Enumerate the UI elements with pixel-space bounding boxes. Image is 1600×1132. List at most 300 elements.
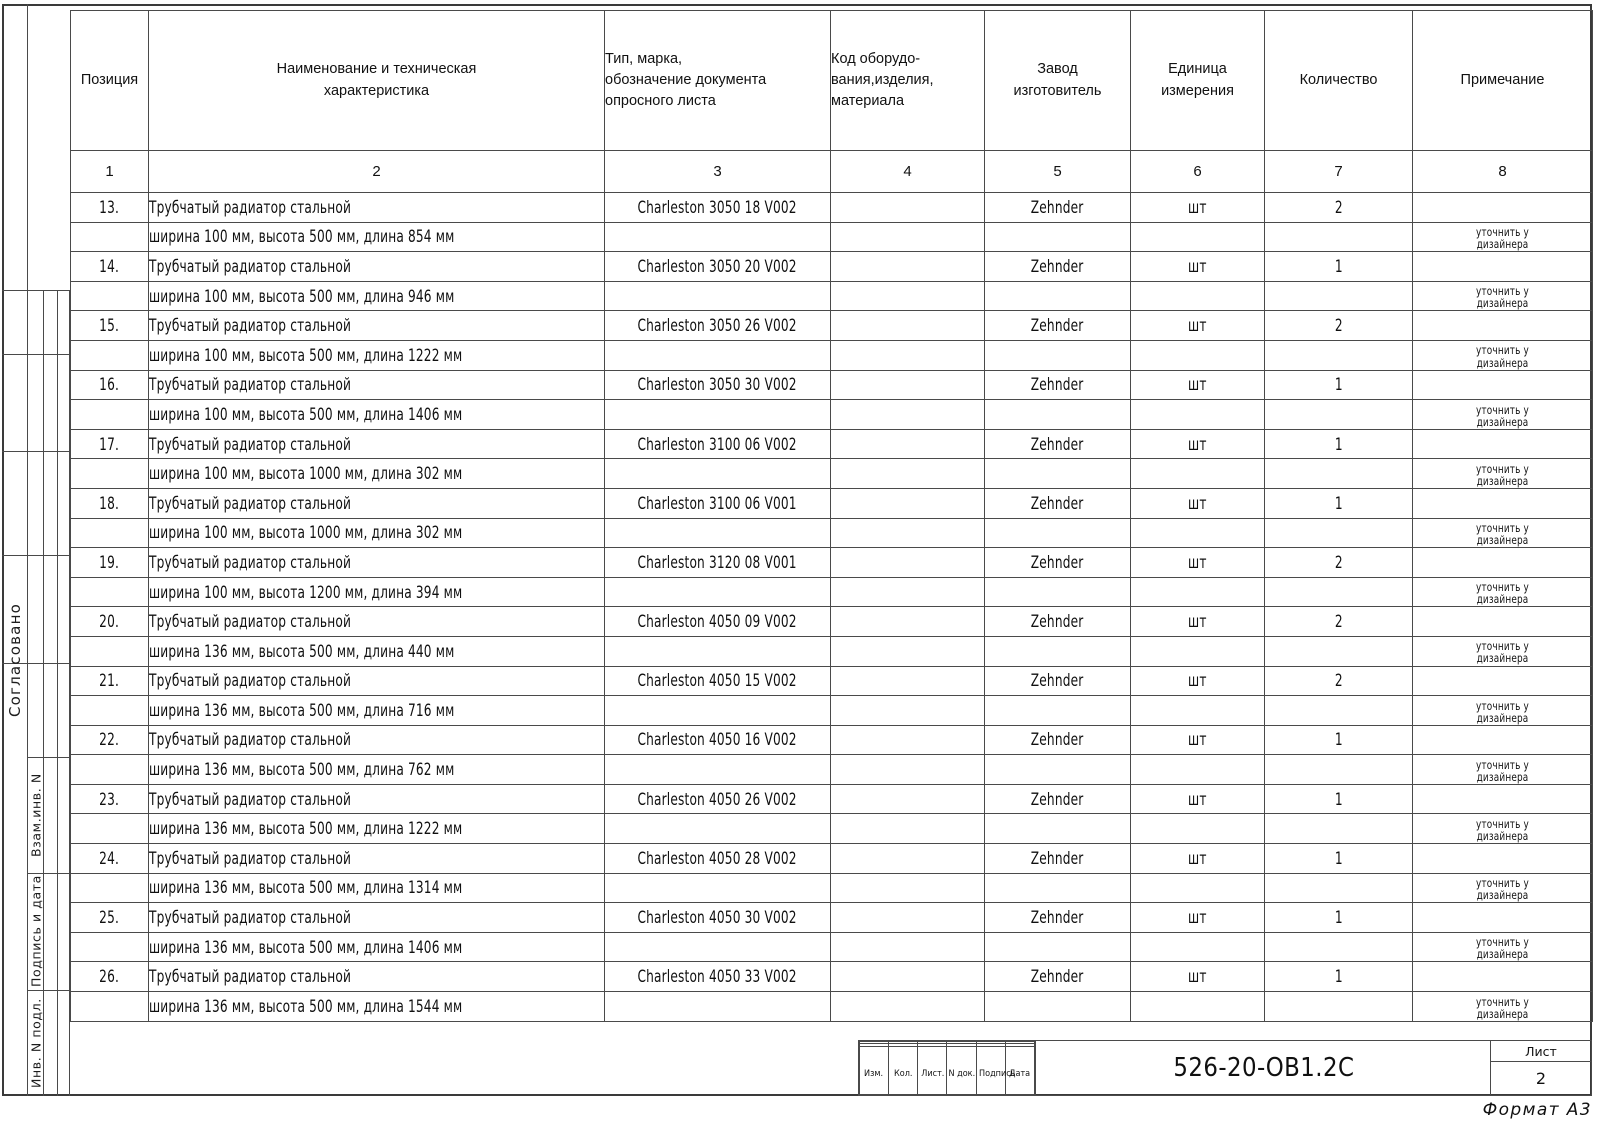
remark-note bbox=[1413, 404, 1592, 429]
remark-note-line-2: дизайнера bbox=[1476, 414, 1529, 429]
cell-position bbox=[71, 607, 149, 637]
cell-quantity-text: 2 bbox=[1334, 552, 1343, 572]
cell-code bbox=[831, 370, 985, 400]
cell-manufacturer bbox=[985, 488, 1131, 518]
side-label-soglasovano: Согласовано bbox=[6, 603, 24, 717]
cell-dimensions-text: ширина 136 мм, высота 500 мм, длина 716 мм bbox=[149, 700, 455, 720]
cell-remark-note bbox=[1413, 636, 1593, 666]
table-row bbox=[71, 666, 1593, 696]
cell-type-text: Charleston 4050 28 V002 bbox=[637, 848, 798, 868]
sheet-number: 2 bbox=[1535, 1069, 1547, 1088]
remark-note-line-2: дизайнера bbox=[1476, 355, 1529, 370]
cell-remark bbox=[1413, 784, 1593, 814]
cell-quantity bbox=[1265, 518, 1413, 548]
cell-manufacturer bbox=[985, 755, 1131, 785]
cell-manufacturer-text: Zehnder bbox=[1031, 908, 1084, 928]
cell-position bbox=[71, 548, 149, 578]
cell-manufacturer-text: Zehnder bbox=[1031, 612, 1084, 632]
cell-position-text: 15. bbox=[99, 316, 120, 336]
cell-type bbox=[605, 903, 831, 933]
tb-label-list bbox=[918, 1046, 947, 1094]
table-row-spec bbox=[71, 814, 1593, 844]
cell-name bbox=[149, 370, 605, 400]
cell-type bbox=[605, 281, 831, 311]
cell-code bbox=[831, 193, 985, 223]
cell-quantity-text: 1 bbox=[1334, 493, 1343, 513]
cell-position bbox=[71, 903, 149, 933]
table-row-spec bbox=[71, 518, 1593, 548]
table-column-number-row bbox=[71, 151, 1593, 193]
col-header-type-line-2: обозначение документа bbox=[605, 71, 767, 88]
cell-type bbox=[605, 725, 831, 755]
cell-manufacturer bbox=[985, 252, 1131, 282]
cell-remark bbox=[1413, 903, 1593, 933]
side-stamp-divider bbox=[2, 290, 70, 291]
remark-note bbox=[1413, 936, 1592, 961]
cell-manufacturer bbox=[985, 962, 1131, 992]
remark-note-line-2: дизайнера bbox=[1476, 947, 1529, 962]
cell-unit bbox=[1131, 429, 1265, 459]
cell-code bbox=[831, 725, 985, 755]
cell-position bbox=[71, 636, 149, 666]
remark-note-line-1: уточнить у bbox=[1476, 935, 1529, 950]
cell-type-text: Charleston 3050 26 V002 bbox=[637, 316, 798, 336]
cell-quantity-text: 1 bbox=[1334, 789, 1343, 809]
cell-manufacturer-text: Zehnder bbox=[1031, 256, 1084, 276]
title-block-label-row bbox=[860, 1046, 1035, 1094]
cell-name-text: Трубчатый радиатор стальной bbox=[149, 908, 352, 928]
cell-position-text: 19. bbox=[99, 552, 120, 572]
cell-dimensions-text: ширина 100 мм, высота 500 мм, длина 854 мм bbox=[149, 227, 455, 247]
cell-type bbox=[605, 873, 831, 903]
cell-type bbox=[605, 962, 831, 992]
cell-position-text: 26. bbox=[99, 967, 120, 987]
cell-position-text: 20. bbox=[99, 612, 120, 632]
remark-note-line-2: дизайнера bbox=[1476, 473, 1529, 488]
cell-quantity bbox=[1265, 666, 1413, 696]
cell-manufacturer bbox=[985, 666, 1131, 696]
remark-note bbox=[1413, 344, 1592, 369]
cell-manufacturer bbox=[985, 844, 1131, 874]
cell-type bbox=[605, 548, 831, 578]
cell-quantity bbox=[1265, 281, 1413, 311]
cell-unit bbox=[1131, 755, 1265, 785]
cell-remark-note bbox=[1413, 518, 1593, 548]
cell-position-text: 21. bbox=[99, 671, 120, 691]
col-header-type-line-3: опросного листа bbox=[605, 93, 716, 109]
side-stamp-divider bbox=[2, 354, 70, 355]
remark-note-line-1: уточнить у bbox=[1476, 521, 1529, 535]
col-header-name-line-2: характеристика bbox=[323, 82, 430, 99]
cell-remark-note bbox=[1413, 992, 1593, 1022]
cell-type bbox=[605, 252, 831, 282]
cell-quantity bbox=[1265, 370, 1413, 400]
remark-note-line-2: дизайнера bbox=[1476, 592, 1529, 607]
cell-position bbox=[71, 370, 149, 400]
side-label-podpis-data: Подпись и дата bbox=[28, 875, 44, 988]
cell-dimensions bbox=[149, 459, 605, 489]
table-row-spec bbox=[71, 459, 1593, 489]
cell-quantity bbox=[1265, 607, 1413, 637]
cell-manufacturer-text: Zehnder bbox=[1031, 671, 1084, 691]
cell-dimensions bbox=[149, 222, 605, 252]
cell-code bbox=[831, 518, 985, 548]
cell-quantity-text: 2 bbox=[1334, 612, 1343, 632]
cell-unit-text: шт bbox=[1188, 908, 1207, 928]
cell-code bbox=[831, 459, 985, 489]
tb-label-text: N док. bbox=[948, 1068, 976, 1079]
cell-dimensions bbox=[149, 814, 605, 844]
table-row-spec bbox=[71, 400, 1593, 430]
cell-name-text: Трубчатый радиатор стальной bbox=[149, 612, 352, 632]
side-stamp-col-1 bbox=[2, 4, 28, 1096]
table-row bbox=[71, 488, 1593, 518]
cell-position bbox=[71, 459, 149, 489]
cell-manufacturer bbox=[985, 903, 1131, 933]
side-stamp-col-3 bbox=[44, 290, 58, 1096]
col-number-8: 8 bbox=[1413, 151, 1593, 193]
cell-manufacturer bbox=[985, 577, 1131, 607]
cell-type bbox=[605, 429, 831, 459]
cell-manufacturer bbox=[985, 636, 1131, 666]
cell-unit bbox=[1131, 252, 1265, 282]
remark-note-line-2: дизайнера bbox=[1476, 829, 1529, 843]
cell-position bbox=[71, 992, 149, 1022]
cell-dimensions bbox=[149, 518, 605, 548]
cell-code bbox=[831, 340, 985, 370]
cell-dimensions bbox=[149, 873, 605, 903]
cell-unit bbox=[1131, 607, 1265, 637]
cell-code bbox=[831, 311, 985, 341]
cell-position bbox=[71, 844, 149, 874]
remark-note bbox=[1413, 640, 1592, 665]
cell-unit-text: шт bbox=[1188, 612, 1207, 632]
cell-unit bbox=[1131, 488, 1265, 518]
cell-position-text: 25. bbox=[99, 908, 120, 928]
cell-quantity bbox=[1265, 844, 1413, 874]
cell-quantity-text: 1 bbox=[1334, 375, 1343, 395]
table-row-spec bbox=[71, 636, 1593, 666]
cell-name-text: Трубчатый радиатор стальной bbox=[149, 671, 352, 691]
cell-code bbox=[831, 784, 985, 814]
cell-code bbox=[831, 400, 985, 430]
side-stamp bbox=[2, 4, 70, 1096]
remark-note bbox=[1413, 581, 1592, 606]
col-number-5: 5 bbox=[985, 151, 1131, 193]
table-row bbox=[71, 311, 1593, 341]
col-header-remark-line-1: Примечание bbox=[1460, 71, 1545, 88]
col-header-type-line-1: Тип, марка, bbox=[605, 50, 683, 67]
cell-type bbox=[605, 311, 831, 341]
table-row-spec bbox=[71, 992, 1593, 1022]
cell-type bbox=[605, 488, 831, 518]
cell-name-text: Трубчатый радиатор стальной bbox=[149, 789, 352, 809]
cell-unit-text: шт bbox=[1188, 197, 1207, 217]
cell-manufacturer-text: Zehnder bbox=[1031, 316, 1084, 336]
cell-manufacturer bbox=[985, 725, 1131, 755]
cell-name bbox=[149, 429, 605, 459]
cell-unit bbox=[1131, 193, 1265, 223]
cell-code bbox=[831, 222, 985, 252]
cell-type-text: Charleston 3120 08 V001 bbox=[637, 552, 798, 572]
cell-unit bbox=[1131, 962, 1265, 992]
cell-type-text: Charleston 3100 06 V002 bbox=[637, 434, 798, 454]
cell-quantity bbox=[1265, 873, 1413, 903]
cell-remark bbox=[1413, 666, 1593, 696]
cell-type-text: Charleston 3050 20 V002 bbox=[637, 256, 798, 276]
cell-unit-text: шт bbox=[1188, 375, 1207, 395]
cell-quantity-text: 1 bbox=[1334, 256, 1343, 276]
cell-code bbox=[831, 903, 985, 933]
table-row-spec bbox=[71, 222, 1593, 252]
cell-remark-note bbox=[1413, 814, 1593, 844]
col-header-position bbox=[71, 11, 149, 151]
cell-type bbox=[605, 696, 831, 726]
cell-position bbox=[71, 932, 149, 962]
cell-manufacturer bbox=[985, 400, 1131, 430]
cell-dimensions bbox=[149, 755, 605, 785]
col-number-2: 2 bbox=[149, 151, 605, 193]
cell-position bbox=[71, 193, 149, 223]
cell-remark-note bbox=[1413, 696, 1593, 726]
cell-quantity bbox=[1265, 814, 1413, 844]
side-stamp-col-4 bbox=[58, 290, 70, 1096]
col-header-name-line-1: Наименование и техническая bbox=[276, 61, 477, 78]
cell-name-text: Трубчатый радиатор стальной bbox=[149, 256, 352, 276]
remark-note-line-1: уточнить у bbox=[1476, 757, 1529, 772]
col-header-code-line-1: Код оборудо- bbox=[831, 50, 921, 67]
cell-dimensions-text: ширина 100 мм, высота 500 мм, длина 1406 мм bbox=[149, 404, 463, 424]
cell-quantity-text: 1 bbox=[1334, 848, 1343, 868]
table-row bbox=[71, 370, 1593, 400]
remark-note-line-1: уточнить у bbox=[1476, 639, 1529, 654]
table-row bbox=[71, 903, 1593, 933]
cell-name bbox=[149, 844, 605, 874]
cell-type-text: Charleston 3050 18 V002 bbox=[637, 197, 798, 217]
cell-name bbox=[149, 962, 605, 992]
cell-code bbox=[831, 607, 985, 637]
remark-note-line-2: дизайнера bbox=[1476, 1006, 1529, 1021]
cell-unit bbox=[1131, 844, 1265, 874]
cell-manufacturer bbox=[985, 607, 1131, 637]
cell-unit-text: шт bbox=[1188, 493, 1207, 513]
cell-dimensions bbox=[149, 577, 605, 607]
cell-quantity bbox=[1265, 636, 1413, 666]
remark-note bbox=[1413, 463, 1592, 488]
remark-note-line-2: дизайнера bbox=[1476, 710, 1529, 725]
document-code-text: 526-20-ОВ1.2С bbox=[1172, 1053, 1355, 1083]
table-row-spec bbox=[71, 281, 1593, 311]
cell-position bbox=[71, 311, 149, 341]
cell-quantity bbox=[1265, 311, 1413, 341]
cell-position-text: 23. bbox=[99, 789, 120, 809]
cell-remark bbox=[1413, 252, 1593, 282]
table-row bbox=[71, 962, 1593, 992]
cell-type bbox=[605, 193, 831, 223]
cell-code bbox=[831, 281, 985, 311]
cell-unit-text: шт bbox=[1188, 552, 1207, 572]
cell-remark-note bbox=[1413, 755, 1593, 785]
cell-manufacturer-text: Zehnder bbox=[1031, 848, 1084, 868]
tb-label-podpis bbox=[976, 1046, 1016, 1094]
cell-dimensions bbox=[149, 932, 605, 962]
cell-name bbox=[149, 488, 605, 518]
cell-name-text: Трубчатый радиатор стальной bbox=[149, 493, 352, 513]
cell-manufacturer bbox=[985, 873, 1131, 903]
cell-name-text: Трубчатый радиатор стальной bbox=[149, 434, 352, 454]
cell-type bbox=[605, 666, 831, 696]
table-row-spec bbox=[71, 873, 1593, 903]
cell-dimensions-text: ширина 136 мм, высота 500 мм, длина 1544 мм bbox=[149, 996, 463, 1016]
table-row bbox=[71, 252, 1593, 282]
cell-unit bbox=[1131, 636, 1265, 666]
sheet-number-field bbox=[1490, 1041, 1591, 1095]
remark-note bbox=[1413, 759, 1592, 784]
cell-dimensions-text: ширина 136 мм, высота 500 мм, длина 762 мм bbox=[149, 760, 455, 780]
cell-manufacturer bbox=[985, 814, 1131, 844]
cell-manufacturer-text: Zehnder bbox=[1031, 197, 1084, 217]
table-row-spec bbox=[71, 755, 1593, 785]
cell-quantity-text: 1 bbox=[1334, 434, 1343, 454]
col-number-7: 7 bbox=[1265, 151, 1413, 193]
cell-remark-note bbox=[1413, 281, 1593, 311]
cell-unit bbox=[1131, 577, 1265, 607]
cell-type bbox=[605, 636, 831, 666]
cell-position bbox=[71, 340, 149, 370]
cell-manufacturer bbox=[985, 459, 1131, 489]
col-header-code bbox=[831, 11, 985, 151]
cell-name bbox=[149, 252, 605, 282]
cell-type-text: Charleston 4050 15 V002 bbox=[637, 671, 798, 691]
cell-name bbox=[149, 784, 605, 814]
cell-dimensions bbox=[149, 340, 605, 370]
cell-type bbox=[605, 400, 831, 430]
cell-code bbox=[831, 636, 985, 666]
remark-note-line-2: дизайнера bbox=[1476, 533, 1529, 548]
cell-manufacturer-text: Zehnder bbox=[1031, 434, 1084, 454]
col-header-quantity bbox=[1265, 11, 1413, 151]
cell-manufacturer-text: Zehnder bbox=[1031, 967, 1084, 987]
cell-quantity bbox=[1265, 193, 1413, 223]
cell-manufacturer bbox=[985, 429, 1131, 459]
col-number-1: 1 bbox=[71, 151, 149, 193]
cell-unit bbox=[1131, 696, 1265, 726]
cell-unit bbox=[1131, 281, 1265, 311]
cell-quantity-text: 2 bbox=[1334, 671, 1343, 691]
col-header-type bbox=[605, 11, 831, 151]
cell-remark bbox=[1413, 488, 1593, 518]
cell-quantity-text: 2 bbox=[1334, 316, 1343, 336]
tb-label-text: Лист. bbox=[920, 1068, 944, 1079]
cell-code bbox=[831, 814, 985, 844]
cell-code bbox=[831, 666, 985, 696]
cell-position bbox=[71, 814, 149, 844]
cell-remark-note bbox=[1413, 222, 1593, 252]
document-code-field bbox=[1035, 1041, 1491, 1095]
tb-label-kol bbox=[889, 1046, 918, 1094]
cell-type-text: Charleston 4050 09 V002 bbox=[637, 612, 798, 632]
cell-quantity bbox=[1265, 962, 1413, 992]
cell-quantity bbox=[1265, 429, 1413, 459]
tb-label-text: Изм. bbox=[864, 1068, 884, 1079]
cell-code bbox=[831, 844, 985, 874]
remark-note-line-1: уточнить у bbox=[1476, 876, 1529, 891]
side-label-inv-podl: Инв. N подл. bbox=[28, 998, 44, 1088]
remark-note bbox=[1413, 285, 1592, 310]
table-row-spec bbox=[71, 932, 1593, 962]
sheet-label: Лист bbox=[1491, 1041, 1591, 1062]
cell-manufacturer-text: Zehnder bbox=[1031, 493, 1084, 513]
cell-unit-text: шт bbox=[1188, 256, 1207, 276]
cell-position bbox=[71, 725, 149, 755]
cell-unit bbox=[1131, 340, 1265, 370]
cell-manufacturer-text: Zehnder bbox=[1031, 730, 1084, 750]
cell-type bbox=[605, 755, 831, 785]
cell-name-text: Трубчатый радиатор стальной bbox=[149, 730, 352, 750]
cell-remark bbox=[1413, 844, 1593, 874]
cell-manufacturer bbox=[985, 696, 1131, 726]
cell-unit bbox=[1131, 548, 1265, 578]
cell-quantity bbox=[1265, 992, 1413, 1022]
cell-position bbox=[71, 252, 149, 282]
cell-code bbox=[831, 252, 985, 282]
remark-note-line-1: уточнить у bbox=[1476, 698, 1529, 713]
cell-name bbox=[149, 725, 605, 755]
cell-unit bbox=[1131, 932, 1265, 962]
cell-code bbox=[831, 429, 985, 459]
col-number-4: 4 bbox=[831, 151, 985, 193]
cell-dimensions-text: ширина 100 мм, высота 500 мм, длина 1222 мм bbox=[149, 345, 463, 365]
cell-type bbox=[605, 814, 831, 844]
col-header-code-line-2: вания,изделия, bbox=[831, 71, 934, 88]
col-number-6: 6 bbox=[1131, 151, 1265, 193]
cell-unit bbox=[1131, 370, 1265, 400]
title-block bbox=[858, 1040, 1592, 1096]
cell-unit bbox=[1131, 992, 1265, 1022]
cell-manufacturer bbox=[985, 932, 1131, 962]
cell-dimensions bbox=[149, 281, 605, 311]
cell-unit-text: шт bbox=[1188, 316, 1207, 336]
cell-unit-text: шт bbox=[1188, 848, 1207, 868]
cell-quantity bbox=[1265, 725, 1413, 755]
cell-quantity bbox=[1265, 488, 1413, 518]
title-block-revision-grid bbox=[859, 1041, 1035, 1095]
remark-note-line-2: дизайнера bbox=[1476, 237, 1529, 252]
cell-remark-note bbox=[1413, 400, 1593, 430]
cell-code bbox=[831, 755, 985, 785]
cell-type-text: Charleston 4050 16 V002 bbox=[637, 730, 798, 750]
cell-position-text: 17. bbox=[99, 434, 120, 454]
table-row bbox=[71, 844, 1593, 874]
remark-note-line-1: уточнить у bbox=[1476, 402, 1529, 417]
cell-unit bbox=[1131, 903, 1265, 933]
cell-remark-note bbox=[1413, 340, 1593, 370]
cell-code bbox=[831, 962, 985, 992]
cell-dimensions-text: ширина 100 мм, высота 500 мм, длина 946 мм bbox=[149, 286, 455, 306]
cell-unit bbox=[1131, 518, 1265, 548]
remark-note-line-1: уточнить у bbox=[1476, 284, 1529, 299]
cell-manufacturer bbox=[985, 784, 1131, 814]
cell-quantity bbox=[1265, 784, 1413, 814]
table-row-spec bbox=[71, 577, 1593, 607]
remark-note-line-1: уточнить у bbox=[1476, 816, 1529, 831]
specification-table bbox=[70, 10, 1593, 1022]
table-row-spec bbox=[71, 340, 1593, 370]
remark-note bbox=[1413, 522, 1592, 547]
remark-note-line-1: уточнить у bbox=[1476, 580, 1529, 595]
cell-quantity bbox=[1265, 340, 1413, 370]
cell-unit-text: шт bbox=[1188, 730, 1207, 750]
